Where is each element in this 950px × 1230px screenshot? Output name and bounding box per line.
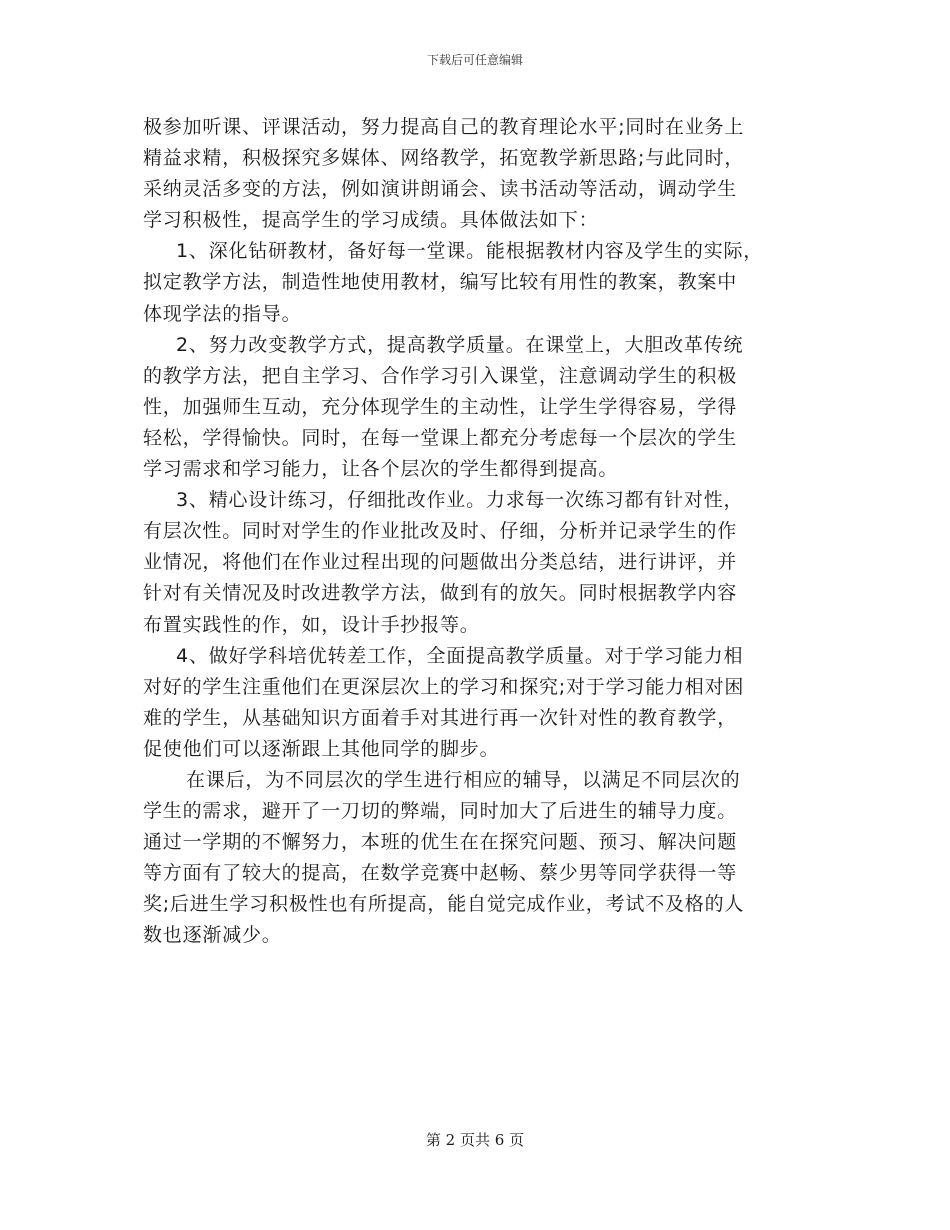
body-line: 对好的学生注重他们在更深层次上的学习和探究;对于学习能力相对困 <box>143 675 745 698</box>
body-line: 等方面有了较大的提高，在数学竞赛中赵畅、蔡少男等同学获得一等 <box>143 862 738 885</box>
body-line: 学习积极性，提高学生的学习成绩。具体做法如下： <box>143 209 599 232</box>
paragraph-5-start: 在课后，为不同层次的学生进行相应的辅导，以满足不同层次的 <box>186 768 741 791</box>
paragraph-4-start: 4、做好学科培优转差工作，全面提高教学质量。对于学习能力相 <box>176 644 744 667</box>
body-line: 体现学法的指导。 <box>143 302 302 325</box>
page-header-note: 下载后可任意编辑 <box>426 53 523 67</box>
document-body <box>143 112 823 952</box>
body-line: 拟定教学方法，制造性地使用教材，编写比较有用性的教案，教案中 <box>143 271 738 294</box>
body-line: 数也逐渐减少。 <box>143 924 282 947</box>
body-line: 轻松，学得愉快。同时，在每一堂课上都充分考虑每一个层次的学生 <box>143 426 738 449</box>
body-line: 业情况，将他们在作业过程出现的问题做出分类总结，进行讲评，并 <box>143 551 738 574</box>
paragraph-3-start: 3、精心设计练习，仔细批改作业。力求每一次练习都有针对性， <box>176 489 744 512</box>
body-line: 奖;后进生学习积极性也有所提高，能自觉完成作业，考试不及格的人 <box>143 893 745 916</box>
body-line: 采纳灵活多变的方法，例如演讲朗诵会、读书活动等活动，调动学生 <box>143 178 738 201</box>
body-line: 难的学生，从基础知识方面着手对其进行再一次针对性的教育教学， <box>143 706 738 729</box>
body-line: 布置实践性的作，如，设计手抄报等。 <box>143 613 480 636</box>
body-line: 促使他们可以逐渐跟上其他同学的脚步。 <box>143 737 500 760</box>
body-line: 针对有关情况及时改进教学方法，做到有的放矢。同时根据教学内容 <box>143 582 738 605</box>
paragraph-2-start: 2、努力改变教学方式，提高教学质量。在课堂上，大胆改革传统 <box>176 333 744 356</box>
body-line: 学习需求和学习能力，让各个层次的学生都得到提高。 <box>143 458 619 481</box>
page-number-footer: 第 2 页共 6 页 <box>425 1131 525 1149</box>
body-line: 的教学方法，把自主学习、合作学习引入课堂，注意调动学生的积极 <box>143 364 738 387</box>
body-line: 极参加听课、评课活动，努力提高自己的教育理论水平;同时在业务上 <box>143 116 745 138</box>
body-line: 通过一学期的不懈努力，本班的优生在在探究问题、预习、解决问题 <box>143 831 738 854</box>
body-line: 有层次性。同时对学生的作业批改及时、仔细，分析并记录学生的作 <box>143 520 738 543</box>
body-line: 性，加强师生互动，充分体现学生的主动性，让学生学得容易，学得 <box>143 395 738 418</box>
body-line: 精益求精，积极探究多媒体、网络教学，拓宽教学新思路;与此同时， <box>143 147 745 170</box>
paragraph-1-start: 1、深化钻研教材，备好每一堂课。能根据教材内容及学生的实际， <box>176 240 764 263</box>
body-line: 学生的需求，避开了一刀切的弊端，同时加大了后进生的辅导力度。 <box>143 800 738 823</box>
